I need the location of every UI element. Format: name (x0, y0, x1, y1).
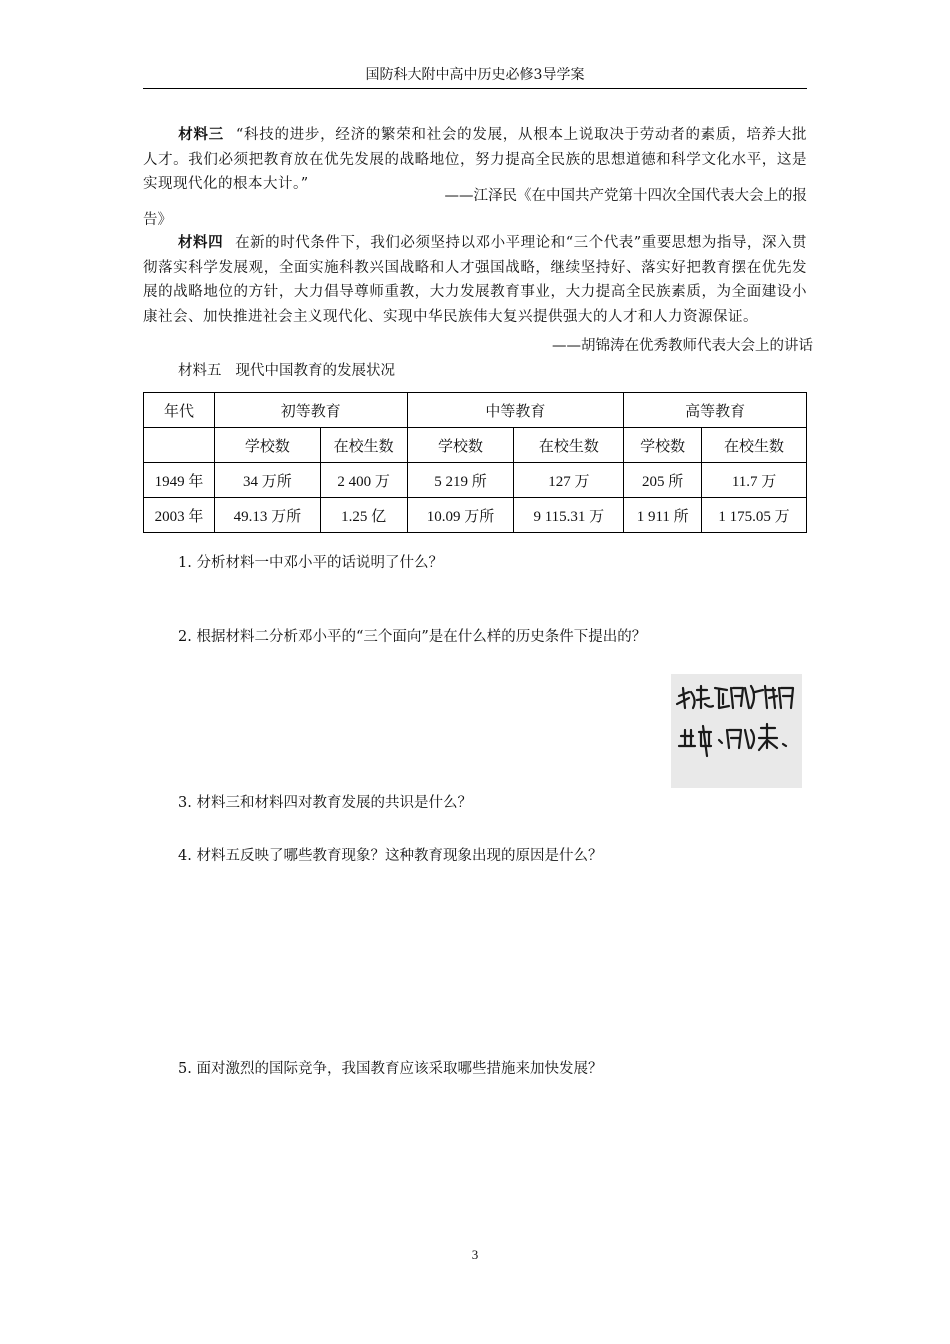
question-3: 3. 材料三和材料四对教育发展的共识是什么？ (178, 795, 472, 811)
table-cell: 127 万 (514, 463, 624, 498)
education-table (143, 392, 807, 533)
table-cell: 1.25 亿 (320, 498, 407, 533)
group-higher: 高等教育 (624, 393, 807, 428)
table-cell: 5 219 所 (407, 463, 514, 498)
year-header: 年代 (144, 393, 215, 428)
question-1: 1. 分析材料一中邓小平的话说明了什么？ (178, 555, 443, 571)
group-secondary: 中等教育 (407, 393, 624, 428)
table-cell: 10.09 万所 (407, 498, 514, 533)
table-cell: 1 911 所 (624, 498, 702, 533)
material3-source-cont: 告》 (143, 212, 172, 228)
table-row (144, 463, 807, 498)
calligraphy-strokes (671, 674, 802, 788)
table-cell: 11.7 万 (702, 463, 807, 498)
subheader: 学校数 (624, 428, 702, 463)
material4-paragraph (143, 231, 807, 329)
material3-source: ——江泽民《在中国共产党第十四次全国代表大会上的报 (444, 188, 807, 204)
calligraphy-image (671, 674, 802, 788)
subheader: 在校生数 (320, 428, 407, 463)
material5-caption (178, 359, 395, 383)
page-number: 3 (471, 1247, 479, 1262)
table-subheader-row (144, 428, 807, 463)
question-5: 5. 面对激烈的国际竞争，我国教育应该采取哪些措施来加快发展？ (178, 1061, 603, 1077)
table-row (144, 498, 807, 533)
material5-title: 现代中国教育的发展状况 (235, 363, 395, 379)
question-2: 2. 根据材料二分析邓小平的“三个面向”是在什么样的历史条件下提出的？ (178, 629, 647, 645)
year-cell: 1949 年 (144, 463, 215, 498)
table-cell: 1 175.05 万 (702, 498, 807, 533)
table-cell: 49.13 万所 (214, 498, 320, 533)
table-cell: 34 万所 (214, 463, 320, 498)
year-cell: 2003 年 (144, 498, 215, 533)
table-cell: 205 所 (624, 463, 702, 498)
question-4: 4. 材料五反映了哪些教育现象？这种教育现象出现的原因是什么？ (178, 848, 603, 864)
material3-text: “科技的进步，经济的繁荣和社会的发展，从根本上说取决于劳动者的素质，培养大批人才。我们必须把教育放在优先发展的战略地位，努力提高全民族的思想道德和科学文化水平，这是实现现代化的根本大计。” (143, 127, 807, 192)
material4-text: 在新的时代条件下，我们必须坚持以邓小平理论和“三个代表”重要思想为指导，深入贯彻落实科学发展观，全面实施科教兴国战略和人才强国战略，继续坚持好、落实好把教育摆在优先发展的战略地位的方针，大力倡导尊师重教，大力发展教育事业，大力提高全民族素质，为全面建设小康社会、加快推进社会主义现代化、实现中华民族伟大复兴提供强大的人才和人力资源保证。 (143, 235, 808, 325)
subheader: 学校数 (407, 428, 514, 463)
table-header-row (144, 393, 807, 428)
material3-label: 材料三 (178, 126, 224, 143)
table-cell: 2 400 万 (320, 463, 407, 498)
material4-label: 材料四 (178, 234, 224, 251)
group-primary: 初等教育 (214, 393, 407, 428)
subheader: 学校数 (214, 428, 320, 463)
page-header: 国防科大附中高中历史必修3导学案 (143, 66, 807, 89)
table-cell: 9 115.31 万 (514, 498, 624, 533)
subheader: 在校生数 (514, 428, 624, 463)
material5-label: 材料五 (178, 363, 222, 379)
subheader: 在校生数 (702, 428, 807, 463)
empty-cell (144, 428, 215, 463)
material4-source: ——胡锦涛在优秀教师代表大会上的讲话 (552, 338, 813, 354)
